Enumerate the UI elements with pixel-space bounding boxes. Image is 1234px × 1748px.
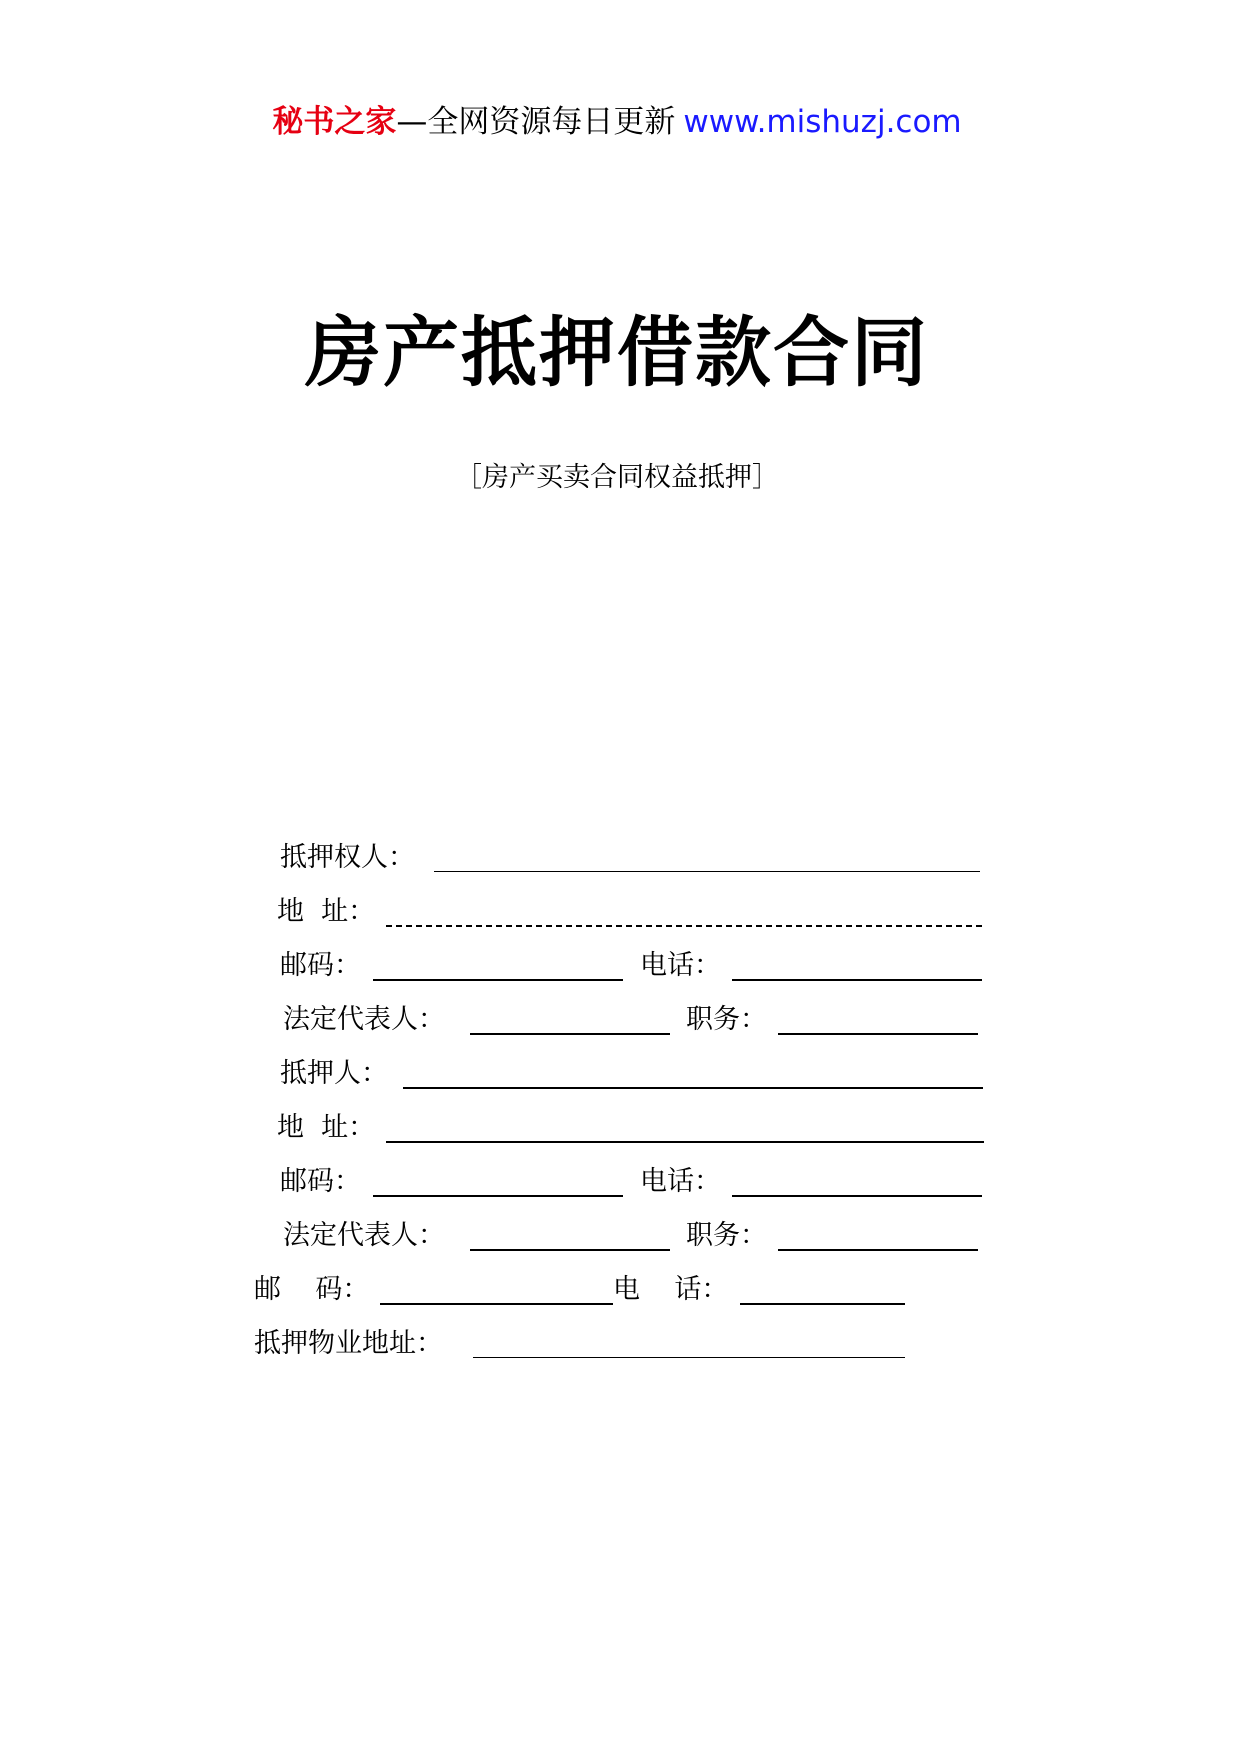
mortgagee-address-row	[0, 892, 1234, 932]
mortgagor-position-label: 职务：	[686, 1220, 767, 1251]
mortgagor-postcode-blank[interactable]	[373, 1195, 623, 1197]
site-url-link[interactable]: www.mishuzj.com	[683, 104, 962, 140]
mortgagor-legalrep-label: 法定代表人：	[283, 1220, 445, 1251]
mortgagee-legalrep-row	[0, 1000, 1234, 1040]
mortgagor-postcode-phone-row	[0, 1162, 1234, 1202]
mortgagee-postcode-phone-row	[0, 946, 1234, 986]
mortgagee-position-blank[interactable]	[778, 1033, 978, 1035]
mortgagor-address-blank[interactable]	[386, 1141, 984, 1143]
mortgagee-address-blank[interactable]	[386, 925, 982, 927]
property-address-label: 抵押物业地址：	[254, 1328, 443, 1359]
mortgagor-legalrep-blank[interactable]	[470, 1249, 670, 1251]
mortgagee-postcode-label: 邮码：	[280, 950, 361, 981]
extra-postcode-phone-row	[0, 1270, 1234, 1310]
mortgagor-name-blank[interactable]	[403, 1087, 983, 1089]
mortgagee-address-label: 地 址：	[277, 896, 376, 927]
site-brand: 秘书之家	[272, 104, 397, 140]
extra-postcode-label: 邮 码：	[254, 1274, 370, 1305]
extra-phone-label: 电 话：	[613, 1274, 729, 1305]
mortgagor-phone-blank[interactable]	[732, 1195, 982, 1197]
property-address-blank[interactable]	[473, 1357, 905, 1358]
mortgagee-name-row	[0, 838, 1234, 878]
mortgagee-postcode-blank[interactable]	[373, 979, 623, 981]
mortgagor-name-row	[0, 1054, 1234, 1094]
mortgagor-legalrep-row	[0, 1216, 1234, 1256]
extra-postcode-blank[interactable]	[380, 1303, 613, 1305]
mortgagee-phone-blank[interactable]	[732, 979, 982, 981]
property-address-row	[0, 1324, 1234, 1364]
site-header	[0, 100, 1234, 144]
site-tagline: —全网资源每日更新	[396, 104, 676, 140]
mortgagor-address-label: 地 址：	[277, 1112, 376, 1143]
mortgagor-postcode-label: 邮码：	[280, 1166, 361, 1197]
document-subtitle: ［房产买卖合同权益抵押］	[455, 462, 779, 493]
mortgagor-position-blank[interactable]	[778, 1249, 978, 1251]
document-title: 房产抵押借款合同	[305, 308, 929, 397]
mortgagee-phone-label: 电话：	[640, 950, 721, 981]
mortgagor-name-label: 抵押人：	[280, 1058, 388, 1089]
mortgagee-name-label: 抵押权人：	[280, 842, 415, 873]
mortgagee-position-label: 职务：	[686, 1004, 767, 1035]
mortgagee-legalrep-label: 法定代表人：	[283, 1004, 445, 1035]
mortgagor-address-row	[0, 1108, 1234, 1148]
mortgagor-phone-label: 电话：	[640, 1166, 721, 1197]
mortgagee-legalrep-blank[interactable]	[470, 1033, 670, 1035]
extra-phone-blank[interactable]	[740, 1303, 905, 1305]
mortgagee-name-blank[interactable]	[434, 871, 980, 872]
